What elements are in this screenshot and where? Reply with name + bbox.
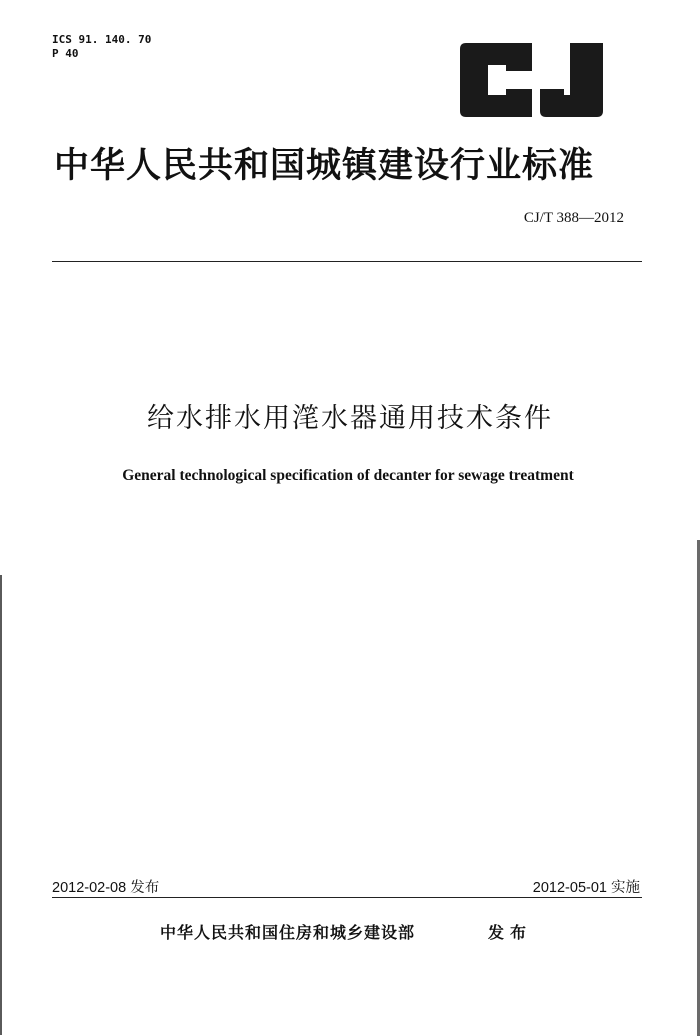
publisher-name: 中华人民共和国住房和城乡建设部 bbox=[160, 923, 416, 942]
top-divider bbox=[52, 261, 642, 262]
classification-codes bbox=[52, 33, 151, 61]
cj-logo bbox=[460, 43, 603, 117]
publish-label: 发布 bbox=[488, 923, 533, 942]
ccs-code: P 40 bbox=[52, 47, 79, 60]
ics-code: ICS 91. 140. 70 bbox=[52, 33, 152, 46]
standard-category-title: 中华人民共和国城镇建设行业标准 bbox=[54, 146, 595, 186]
standard-code: CJ/T 388—2012 bbox=[523, 210, 624, 226]
issue-date: 2012-02-08 发布 bbox=[52, 880, 160, 896]
cj-logo-letter-j bbox=[540, 43, 603, 117]
document-title-english: General technological specification of decanter for sewage treatment bbox=[122, 467, 574, 484]
bottom-divider bbox=[52, 897, 642, 898]
cj-logo-letter-c bbox=[460, 43, 532, 117]
document-title-chinese: 给水排水用滗水器通用技术条件 bbox=[147, 403, 553, 434]
scan-edge-left bbox=[0, 575, 2, 1035]
implementation-date: 2012-05-01 实施 bbox=[532, 880, 640, 896]
